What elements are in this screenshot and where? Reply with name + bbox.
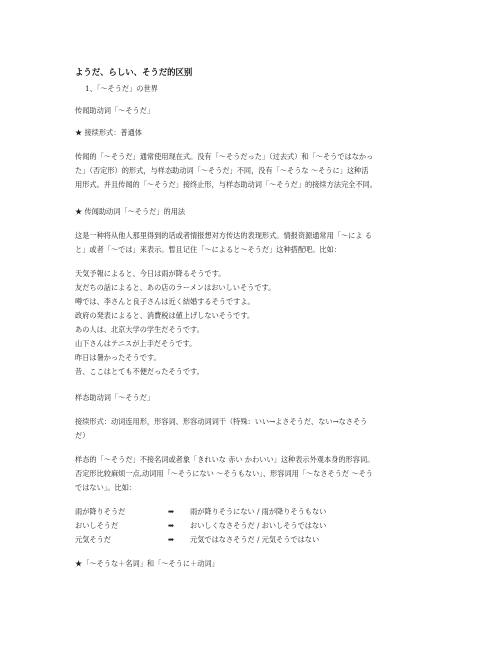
example-sentence: 噂では、李さんと良子さんは近く結婚するそうですよ。	[75, 297, 255, 306]
paragraph-line: た」（否定形）的形式，与样态助动词「～そうだ」不同，没有「～そうな ～そうに」这种活	[75, 166, 369, 175]
heading-usage: ★ 传闻助动词「～そうだ」的用法	[75, 207, 186, 216]
arrow-icon: ➡	[168, 521, 175, 530]
example-sentence: 山下さんはテニスが上手だそうです。	[75, 339, 197, 348]
paragraph-line: と」或者「～では」来表示。暂且记住「～によると～そうだ」这种搭配吧。比如：	[75, 245, 341, 254]
example-sentence: 昨日は暑かったそうです。	[75, 353, 161, 362]
heading-state: 样态助动词「～そうだ」	[75, 393, 155, 402]
heading-noun-verb: ★「～そうな＋名词」和「～そうに＋动词」	[75, 559, 219, 568]
arrow-icon: ➡	[168, 535, 175, 544]
conversion-to: 雨が降りそうにない / 雨が降りそうもない	[190, 507, 327, 516]
paragraph-line: 用形式。并且传闻的「～そうだ」接终止形，与样态助动词「～そうだ」的接续方法完全不同。	[75, 180, 377, 189]
paragraph-line: だ）	[75, 431, 90, 440]
section-subtitle: 1、「～そうだ」の世界	[85, 84, 158, 93]
example-sentence: 昔、ここはとても不便だったそうです。	[75, 367, 204, 376]
document-title: ようだ、らしい、そうだ的区别	[75, 67, 193, 77]
paragraph-line: 否定形比较麻烦一点,动词用「～そうにない ～そうもない」、形容词用「～なさそうだ ～そう	[75, 469, 373, 478]
heading-connection-form: ★ 接续形式：普通体	[75, 128, 142, 137]
conversion-from: おいしそうだ	[75, 521, 119, 530]
example-sentence: あの人は、北京大学の学生だそうです。	[75, 325, 204, 334]
example-sentence: 天気予報によると、今日は雨が降るそうです。	[75, 269, 226, 278]
example-sentence: 友だちの話によると、あの店のラーメンはおいしいそうです。	[75, 283, 276, 292]
conversion-to: おいしくなさそうだ / おいしそうではない	[190, 521, 327, 530]
paragraph-line: 传闻的「～そうだ」通常使用现在式。没有「～そうだった」（过去式）和「～そうではなかっ	[75, 152, 374, 161]
heading-hearsay: 传闻助动词「～そうだ」	[75, 106, 155, 115]
conversion-from: 元気そうだ	[75, 535, 111, 544]
arrow-icon: ➡	[168, 507, 175, 516]
conversion-to: 元気ではなさそうだ / 元気そうではない	[190, 535, 320, 544]
paragraph-line: 接续形式：动词连用形，形容词、形容动词词干（特殊：いい→よさそうだ、ない→なさそう	[75, 417, 368, 426]
paragraph-line: ではない」。比如：	[75, 483, 137, 492]
conversion-from: 雨が降りそうだ	[75, 507, 126, 516]
paragraph-line: 样态的「～そうだ」不接名词或者象「きれいな 赤い かわいい」这种表示外观本身的形容词。	[75, 455, 375, 464]
paragraph-line: 这是一种将从他人那里得到的话或者情报想对方传达的表现形式。情报资源通常用「～によ る	[75, 231, 372, 240]
example-sentence: 政府の発表によると、消費税は値上げしないそうです。	[75, 311, 255, 320]
